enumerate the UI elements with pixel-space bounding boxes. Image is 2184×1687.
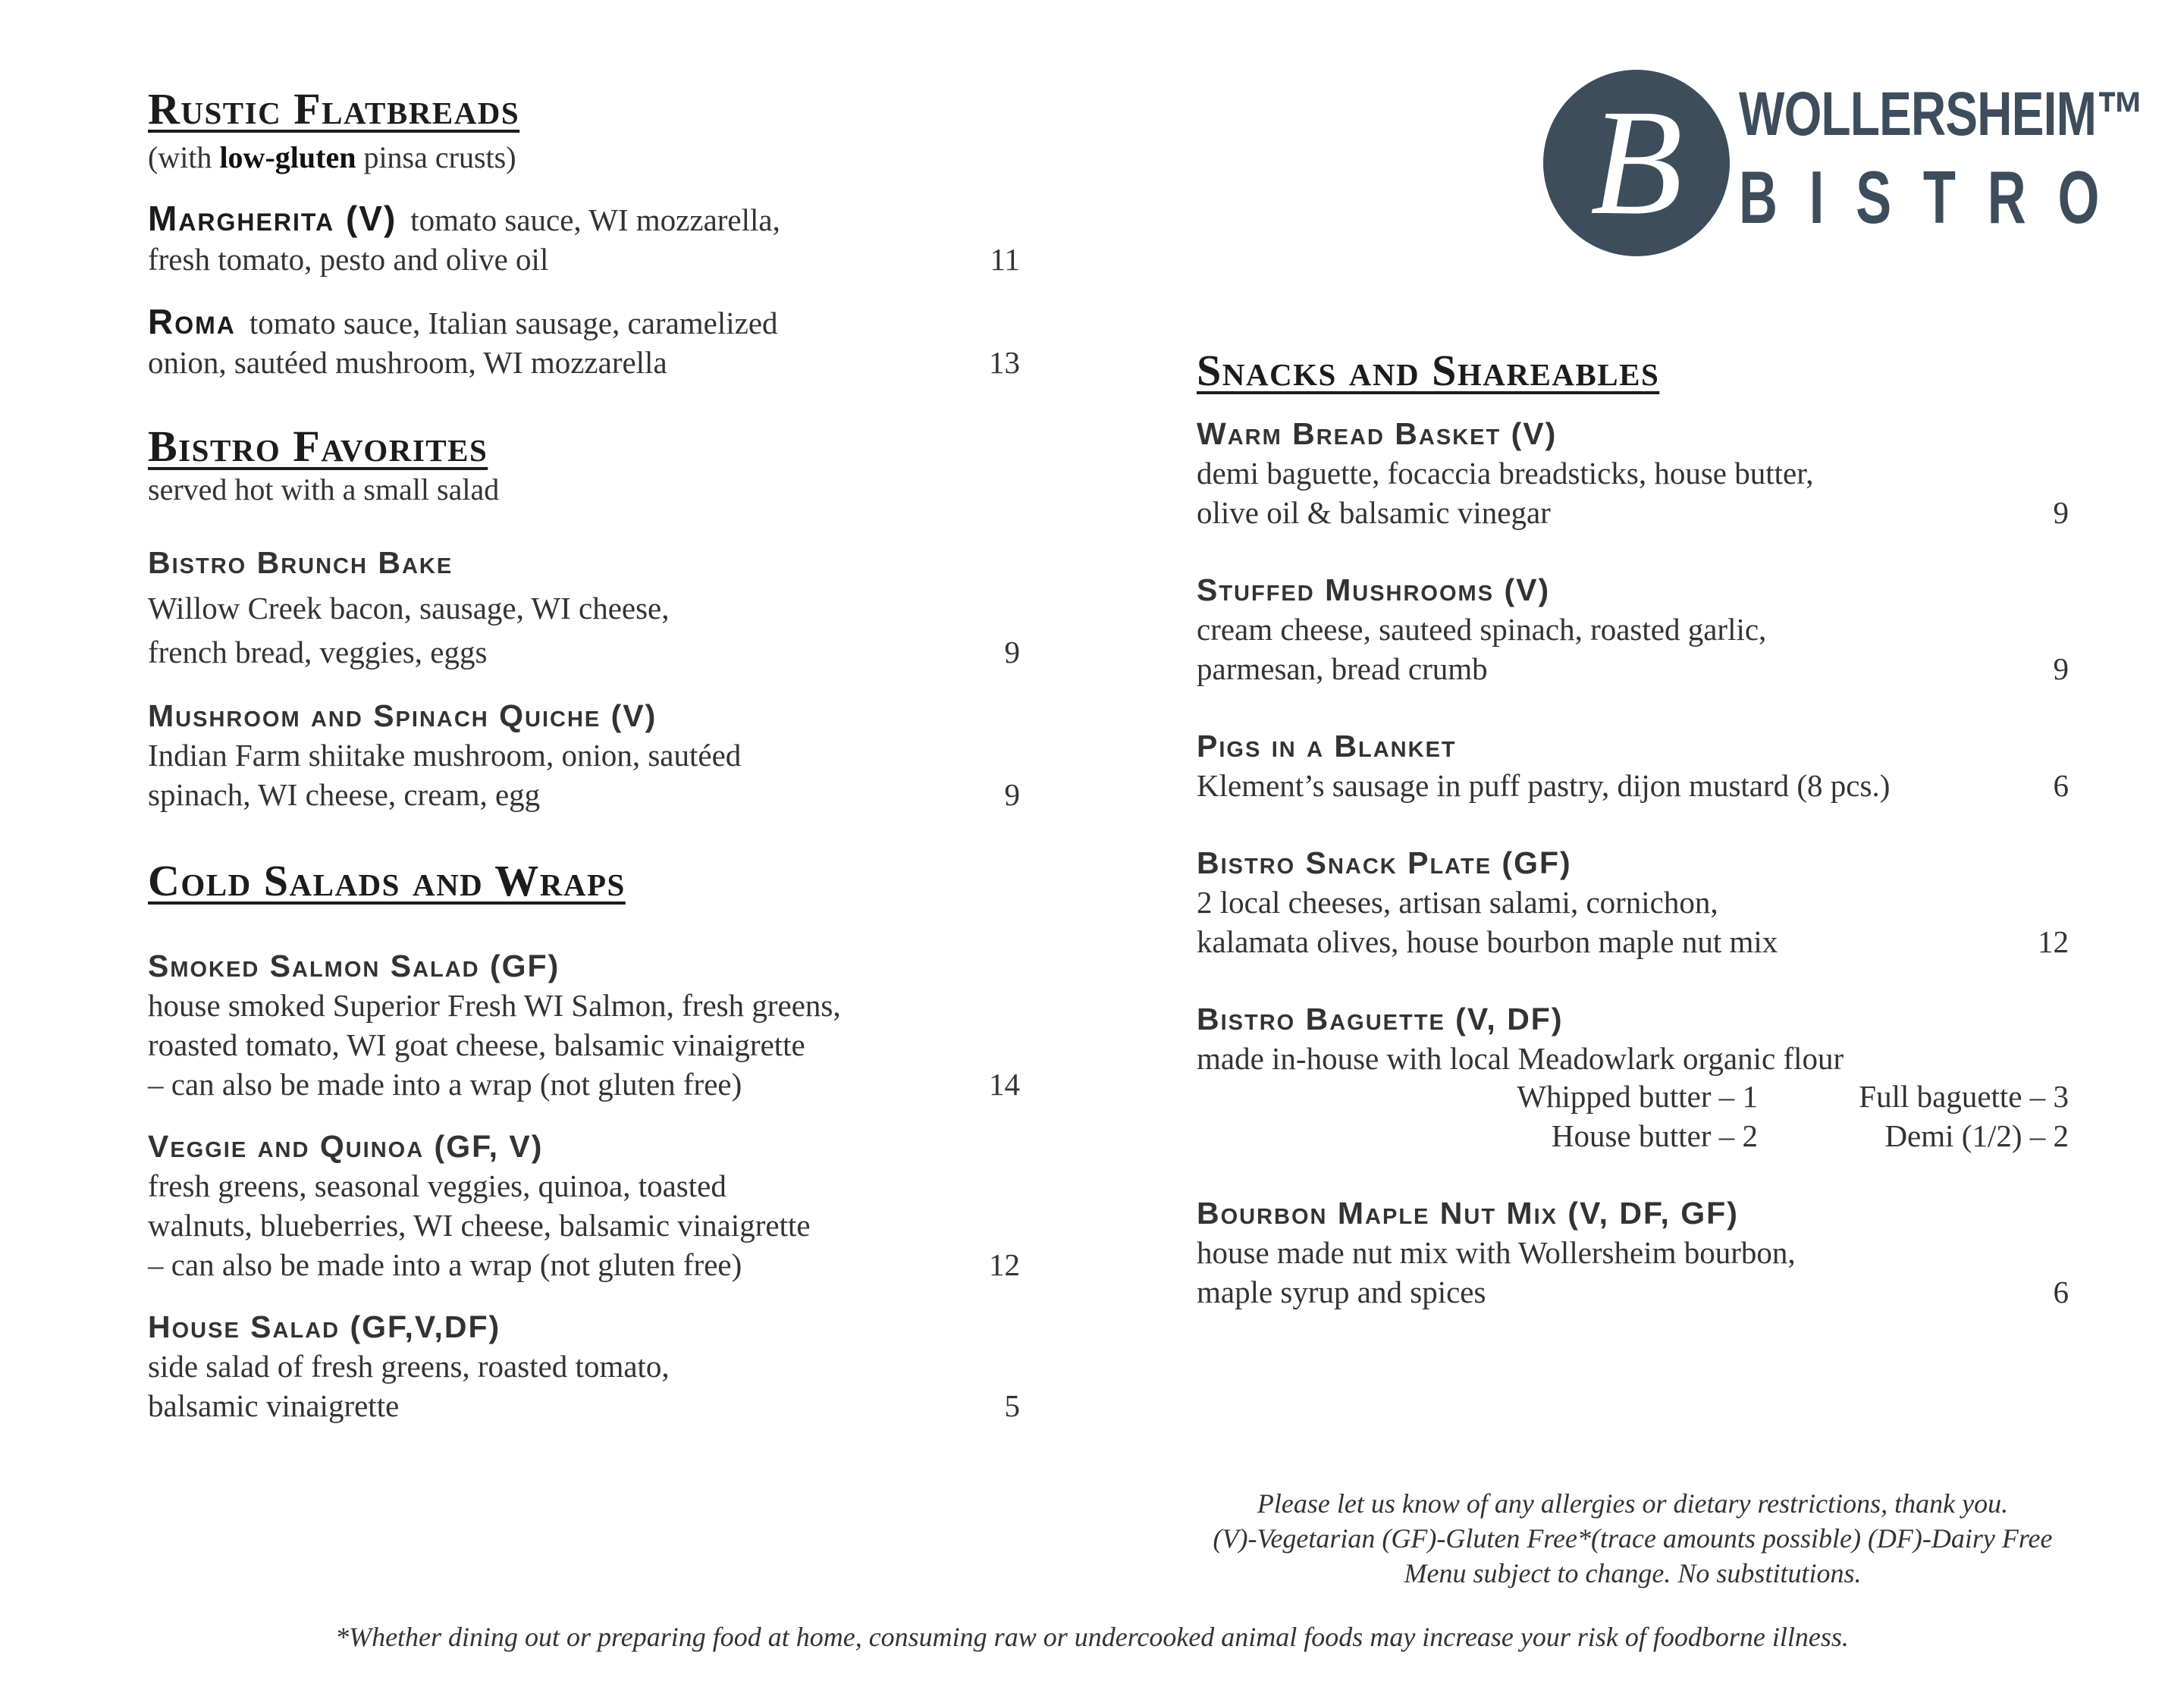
item-price: 6 [2053,768,2069,803]
item-name: Warm Bread Basket (V) [1197,416,1558,451]
item-price: 6 [2053,1275,2069,1309]
item-name: Veggie and Quinoa (GF, V) [148,1129,544,1164]
item-description: spinach, WI cheese, cream, egg [148,777,541,812]
item-price: 9 [2053,495,2069,530]
item-description: side salad of fresh greens, roasted tomato, [148,1349,670,1384]
item-price: 12 [2038,924,2069,959]
baguette-option: Whipped butter – 1 [1517,1079,1758,1114]
item-name: Bistro Brunch Bake [148,545,453,580]
menu-item [1197,999,2069,1159]
menu-item [148,199,1020,279]
menu-item [148,696,1020,814]
item-name: Bistro Snack Plate (GF) [1197,845,1572,880]
dietary-legend: (V)-Vegetarian (GF)-Gluten Free*(trace amounts possible) (DF)-Dairy Free [1213,1523,2053,1554]
item-description: roasted tomato, WI goat cheese, balsamic vinaigrette [148,1027,805,1062]
logo-name: WOLLERSHEIM™ [1739,80,2145,149]
item-description: tomato sauce, WI mozzarella, [410,202,780,237]
item-price: 9 [1004,777,1020,812]
item-description: walnuts, blueberries, WI cheese, balsamic vinaigrette [148,1208,811,1243]
item-name: Smoked Salmon Salad (GF) [148,949,560,983]
logo [1543,70,2145,259]
item-description: french bread, veggies, eggs [148,635,488,669]
section-heading-salads: Cold Salads and Wraps [148,856,626,905]
menu-item [1197,414,2069,532]
section-heading-snacks: Snacks and Shareables [1197,346,1660,395]
item-name: Roma [148,302,236,341]
item-description: house smoked Superior Fresh WI Salmon, fresh greens, [148,988,841,1023]
item-description: fresh tomato, pesto and olive oil [148,242,549,277]
item-name: Mushroom and Spinach Quiche (V) [148,698,657,733]
menu-item [148,302,1020,382]
menu-item [148,1307,1020,1425]
item-description: tomato sauce, Italian sausage, caramelized [249,306,778,340]
baguette-option: Full baguette – 3 [1859,1079,2069,1114]
item-price: 5 [1004,1388,1020,1423]
item-description: – can also be made into a wrap (not gluten free) [148,1067,742,1102]
menu-item [148,543,1020,672]
item-description: – can also be made into a wrap (not gluten free) [148,1247,742,1282]
item-price: 11 [990,242,1020,277]
item-description: 2 local cheeses, artisan salami, cornichon, [1197,885,1718,920]
item-description: balsamic vinaigrette [148,1388,400,1423]
item-description: olive oil & balsamic vinegar [1197,495,1551,530]
item-description: fresh greens, seasonal veggies, quinoa, toasted [148,1168,726,1203]
baguette-option: House butter – 2 [1551,1118,1758,1153]
allergy-note: Please let us know of any allergies or dietary restrictions, thank you. [1257,1488,2009,1519]
item-description: onion, sautéed mushroom, WI mozzarella [148,345,667,380]
flatbreads-subtitle-after: pinsa crusts) [356,140,516,174]
item-name: Pigs in a Blanket [1197,729,1457,764]
item-price: 9 [1004,635,1020,669]
logo-sub: BISTRO [1739,155,2132,239]
item-description: made in-house with local Meadowlark organic flour [1197,1041,1844,1076]
item-description: Willow Creek bacon, sausage, WI cheese, [148,591,670,626]
logo-monogram: B [1589,79,1684,246]
baguette-option: Demi (1/2) – 2 [1884,1118,2069,1153]
item-name: Bourbon Maple Nut Mix (V, DF, GF) [1197,1196,1739,1231]
section-heading-favorites: Bistro Favorites [148,422,488,471]
item-price: 13 [989,345,1020,380]
menu-item [148,946,1020,1104]
food-safety-footer: *Whether dining out or preparing food at home, consuming raw or undercooked animal foods may increase your risk of foodborne illness. [335,1622,1849,1652]
flatbreads-subtitle-bold: low-gluten [219,140,356,174]
section-heading-flatbreads: Rustic Flatbreads [148,84,520,133]
item-description: house made nut mix with Wollersheim bourbon, [1197,1235,1796,1270]
menu-item [1197,843,2069,961]
item-name: Stuffed Mushrooms (V) [1197,572,1551,607]
item-name: House Salad (GF,V,DF) [148,1309,501,1344]
item-description: cream cheese, sauteed spinach, roasted garlic, [1197,612,1767,647]
item-price: 9 [2053,651,2069,686]
menu-item [148,1127,1020,1284]
menu-change-note: Menu subject to change. No substitutions. [1404,1558,1862,1588]
item-price: 14 [989,1067,1020,1102]
flatbreads-subtitle-before: (with [148,140,220,174]
item-description: maple syrup and spices [1197,1275,1486,1309]
item-description: Indian Farm shiitake mushroom, onion, sautéed [148,738,742,773]
item-name: Bistro Baguette (V, DF) [1197,1002,1564,1036]
item-price: 12 [989,1247,1020,1282]
item-name: Margherita (V) [148,199,397,238]
item-description: kalamata olives, house bourbon maple nut mix [1197,924,1778,959]
menu-item [1197,1193,2069,1312]
item-description: Klement’s sausage in puff pastry, dijon mustard (8 pcs.) [1197,768,1891,803]
item-description: parmesan, bread crumb [1197,651,1488,686]
menu-item [1197,570,2069,688]
item-description: demi baguette, focaccia breadsticks, house butter, [1197,456,1814,491]
flatbreads-subtitle [148,140,516,175]
favorites-subtitle: served hot with a small salad [148,472,500,506]
menu-item [1197,726,2069,805]
